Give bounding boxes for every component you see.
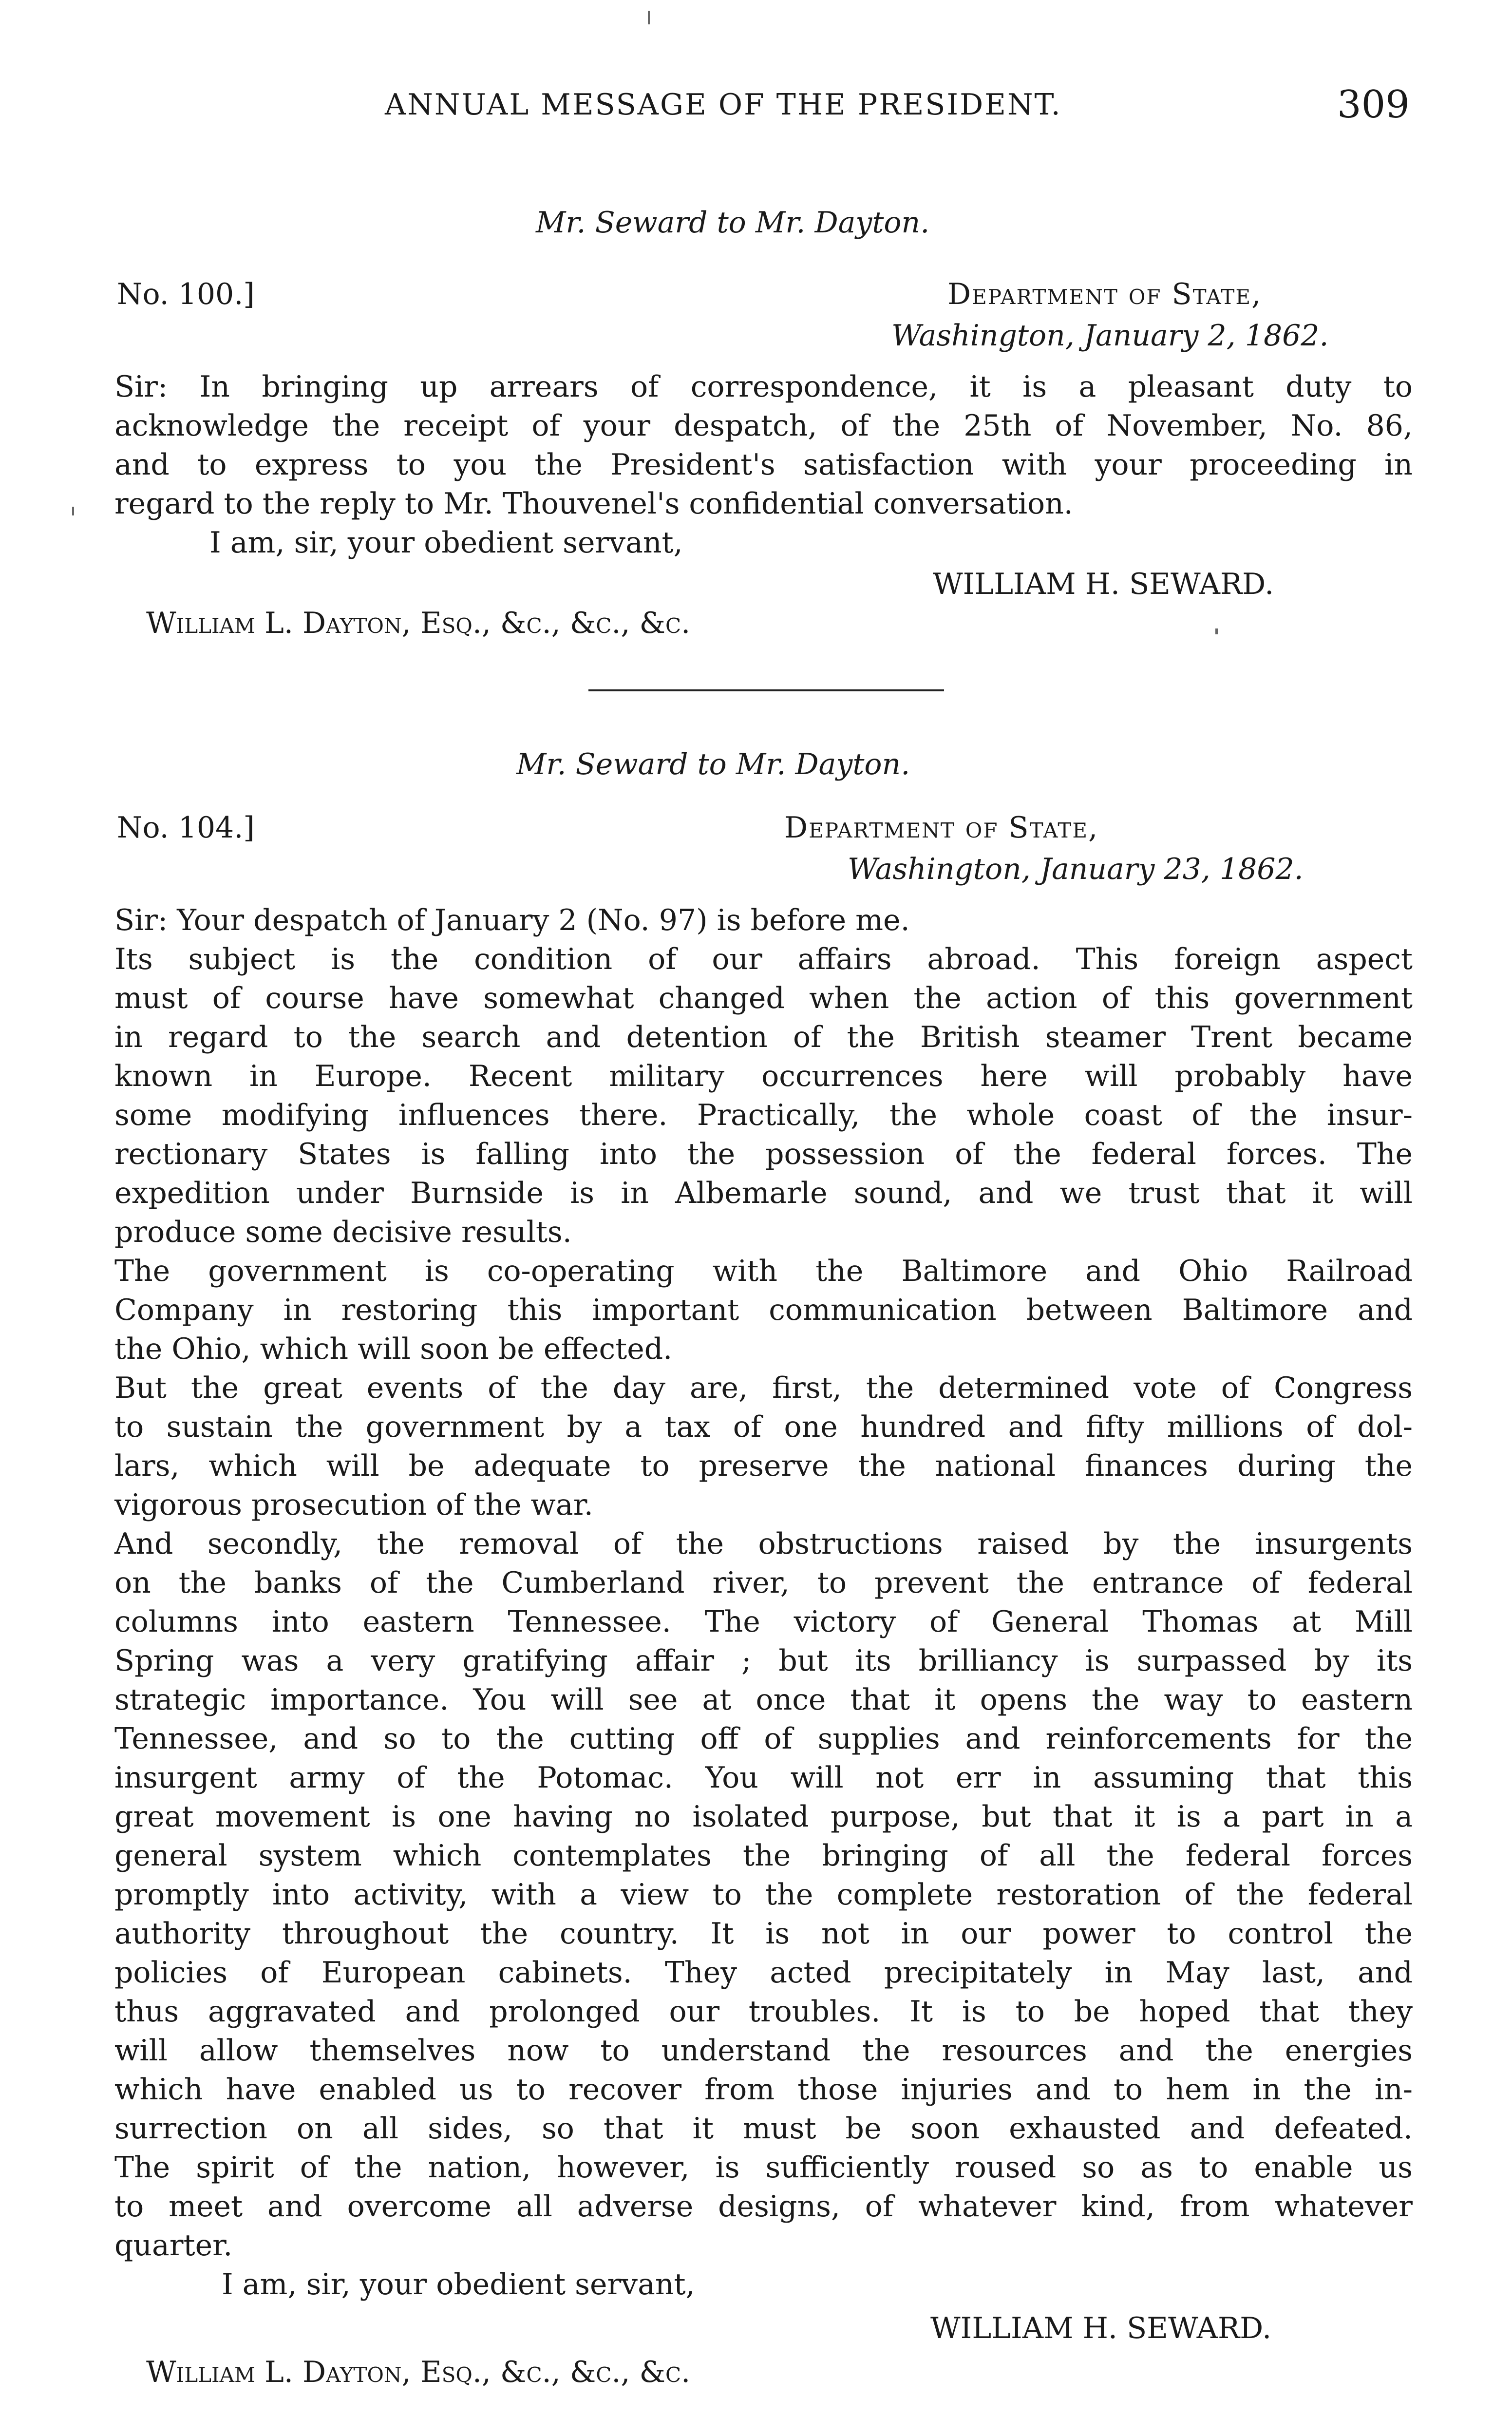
letter-2-body-line: in regard to the search and detention of the British steamer Trent became — [114, 1020, 1413, 1054]
letter-2-body-line: must of course have somewhat changed when the action of this government — [114, 981, 1413, 1015]
letter-2-body-line: on the banks of the Cumberland river, to prevent the entrance of federal — [114, 1566, 1413, 1600]
letter-2-body-line: expedition under Burnside is in Albemarle sound, and we trust that it will — [114, 1176, 1413, 1210]
letter-2-body-line: Tennessee, and so to the cutting off of supplies and reinforcements for the — [114, 1722, 1413, 1756]
letter-2-body-line: will allow themselves now to understand the resources and the energies — [114, 2034, 1413, 2068]
print-speck — [1215, 628, 1218, 634]
letter-2-body-line: lars, which will be adequate to preserve the national finances during the — [114, 1449, 1413, 1483]
letter-2-body-line: quarter. — [114, 2228, 233, 2263]
letter-2-signature: WILLIAM H. SEWARD. — [930, 2311, 1272, 2345]
letter-2-body-line: But the great events of the day are, first, the determined vote of Congress — [114, 1371, 1413, 1405]
letter-2-body-line: rectionary States is falling into the possession of the federal forces. The — [114, 1137, 1413, 1171]
section-divider — [588, 689, 944, 691]
letter-1-place-date: Washington, January 2, 1862. — [891, 319, 1329, 353]
letter-2-closing: I am, sir, your obedient servant, — [222, 2267, 695, 2302]
letter-1-body-line: Sir: In bringing up arrears of correspondence, it is a pleasant duty to — [114, 370, 1413, 404]
print-speck — [648, 11, 650, 24]
letter-1-number: No. 100.] — [117, 277, 255, 311]
letter-2-body-line: surrection on all sides, so that it must be soon exhausted and defeated. — [114, 2112, 1413, 2146]
letter-2-body-line: which have enabled us to recover from those injuries and to hem in the in- — [114, 2073, 1413, 2107]
page-number: 309 — [1337, 83, 1410, 127]
letter-2-body-line: The government is co-operating with the Baltimore and Ohio Railroad — [114, 1254, 1413, 1288]
letter-2-body-line: Spring was a very gratifying affair ; but its brilliancy is surpassed by its — [114, 1644, 1413, 1678]
letter-1-signature: WILLIAM H. SEWARD. — [933, 567, 1274, 601]
letter-2-body-line: Company in restoring this important communication between Baltimore and — [114, 1293, 1413, 1327]
letter-1-body-line: and to express to you the President's satisfaction with your proceeding in — [114, 448, 1413, 482]
letter-2-department: Department of State, — [784, 811, 1099, 845]
letter-2-body-line: promptly into activity, with a view to the complete restoration of the federal — [114, 1878, 1413, 1912]
letter-2-body-line: columns into eastern Tennessee. The victory of General Thomas at Mill — [114, 1605, 1413, 1639]
letter-1-body-line: regard to the reply to Mr. Thouvenel's confidential conversation. — [114, 487, 1073, 521]
letter-1-heading: Mr. Seward to Mr. Dayton. — [536, 206, 930, 240]
letter-1-addressee: William L. Dayton, Esq., &c., &c., &c. — [146, 606, 691, 640]
letter-2-place-date: Washington, January 23, 1862. — [848, 852, 1304, 886]
letter-2-body-line: The spirit of the nation, however, is sufficiently roused so as to enable us — [114, 2151, 1413, 2185]
running-header: ANNUAL MESSAGE OF THE PRESIDENT. — [385, 88, 1062, 122]
letter-2-body-line: great movement is one having no isolated purpose, but that it is a part in a — [114, 1800, 1413, 1834]
letter-2-number: No. 104.] — [117, 811, 255, 845]
letter-2-body-line: And secondly, the removal of the obstructions raised by the insurgents — [114, 1527, 1413, 1561]
letter-2-body-line: policies of European cabinets. They acted precipitately in May last, and — [114, 1956, 1413, 1990]
letter-2-body-line: authority throughout the country. It is not in our power to control the — [114, 1917, 1413, 1951]
letter-2-body-line: known in Europe. Recent military occurrences here will probably have — [114, 1059, 1413, 1093]
letter-2-body-line: general system which contemplates the bringing of all the federal forces — [114, 1839, 1413, 1873]
letter-2-heading: Mr. Seward to Mr. Dayton. — [516, 747, 910, 781]
letter-2-addressee: William L. Dayton, Esq., &c., &c., &c. — [146, 2355, 691, 2389]
letter-2-body-line: the Ohio, which will soon be effected. — [114, 1332, 673, 1366]
letter-2-body-line: Its subject is the condition of our affairs abroad. This foreign aspect — [114, 942, 1413, 976]
letter-2-body-line: thus aggravated and prolonged our troubles. It is to be hoped that they — [114, 1995, 1413, 2029]
letter-2-body-line: insurgent army of the Potomac. You will not err in assuming that this — [114, 1761, 1413, 1795]
letter-2-body-line: to meet and overcome all adverse designs, of whatever kind, from whatever — [114, 2189, 1413, 2224]
letter-2-body-line: vigorous prosecution of the war. — [114, 1488, 593, 1522]
letter-1-body-line: acknowledge the receipt of your despatch, of the 25th of November, No. 86, — [114, 409, 1413, 443]
letter-2-body-line: Sir: Your despatch of January 2 (No. 97) is before me. — [114, 903, 910, 937]
letter-1-department: Department of State, — [947, 277, 1262, 311]
print-speck — [72, 507, 74, 515]
letter-2-body-line: some modifying influences there. Practically, the whole coast of the insur- — [114, 1098, 1413, 1132]
letter-1-closing: I am, sir, your obedient servant, — [209, 526, 683, 560]
letter-2-body-line: to sustain the government by a tax of one hundred and fifty millions of dol- — [114, 1410, 1413, 1444]
letter-2-body-line: produce some decisive results. — [114, 1215, 572, 1249]
letter-2-body-line: strategic importance. You will see at once that it opens the way to eastern — [114, 1683, 1413, 1717]
